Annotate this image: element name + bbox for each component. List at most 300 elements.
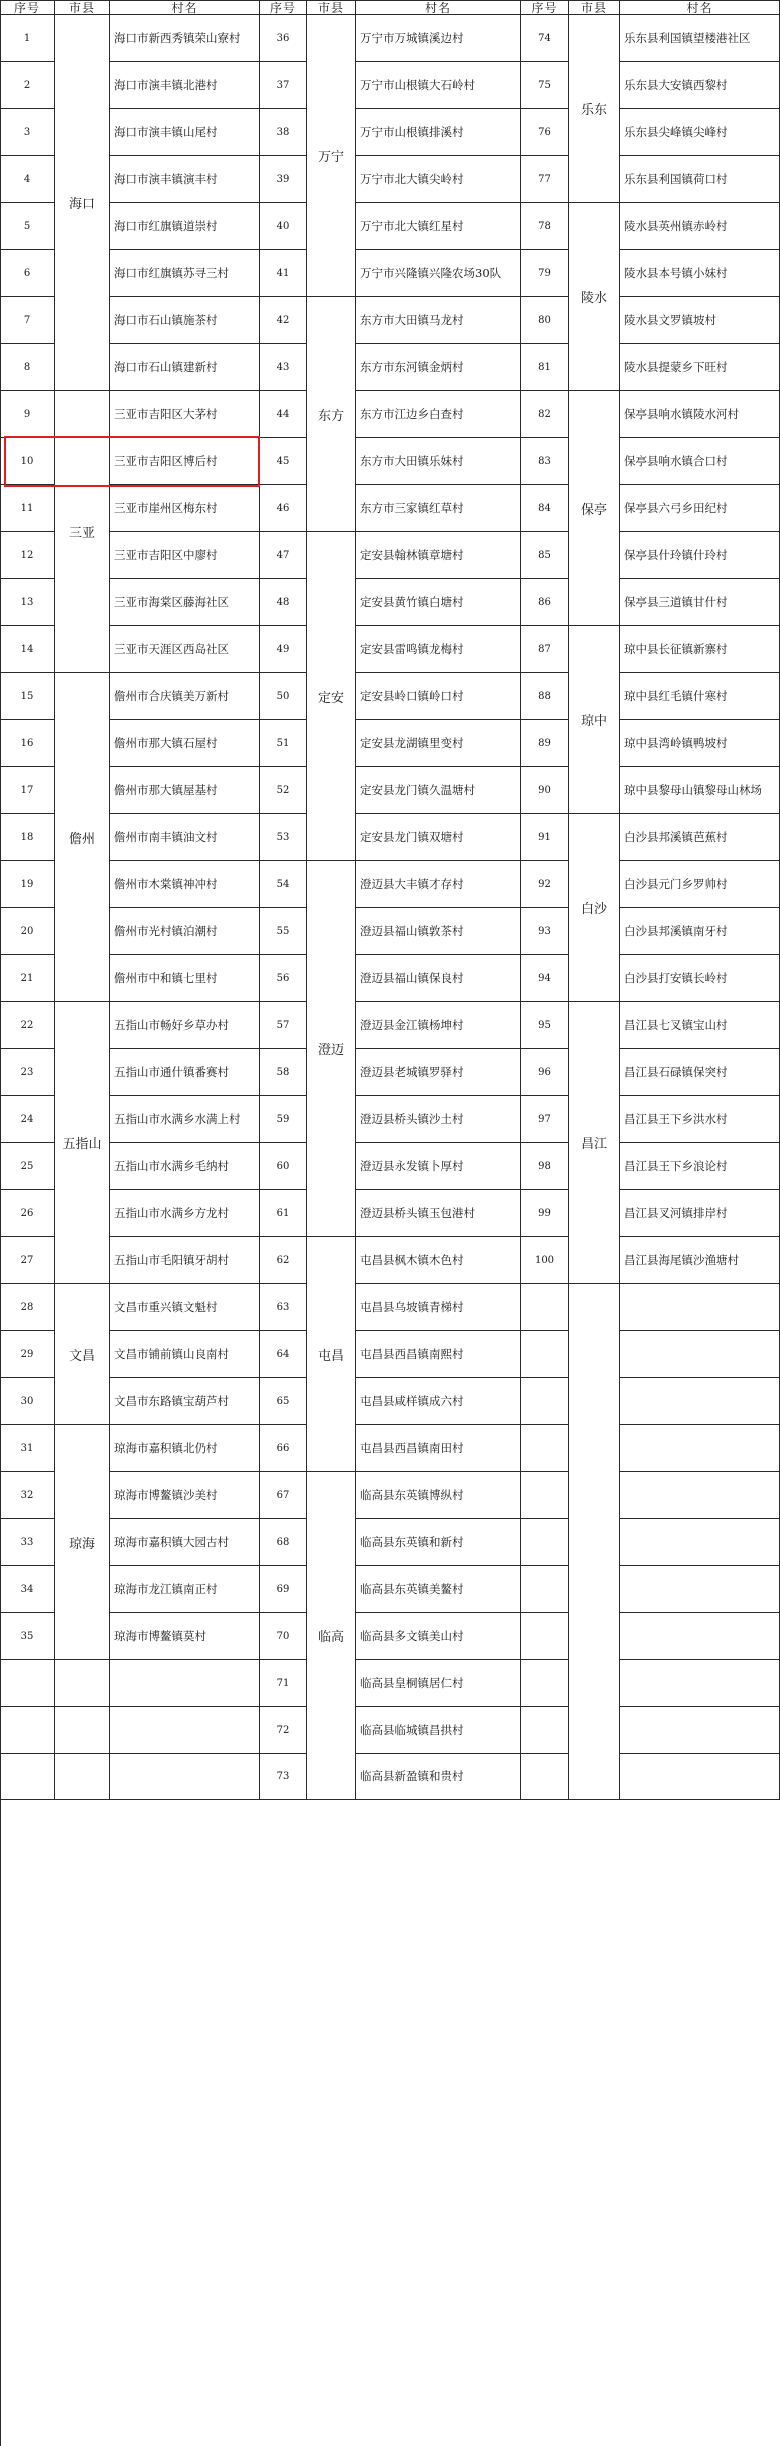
row-number-text: 45: [276, 455, 290, 467]
row-number-text: 37: [276, 79, 290, 91]
village-name-text: 海口市演丰镇演丰村: [114, 171, 218, 186]
village-name-text: 保亭县六弓乡田纪村: [624, 500, 728, 515]
row-number-text: 42: [276, 314, 290, 326]
row-number-text: 1: [23, 32, 31, 44]
row-number: [521, 109, 569, 156]
row-number: [0, 62, 55, 109]
row-number: [521, 1002, 569, 1049]
city-cell: [55, 1284, 110, 1425]
row-number: [260, 673, 307, 720]
village-name-text: 临高县多文镇美山村: [360, 1628, 464, 1643]
village-name: [356, 814, 521, 861]
village-name-text: 东方市东河镇金炳村: [360, 359, 464, 374]
row-number: [260, 1284, 307, 1331]
row-number-text: 53: [276, 831, 290, 843]
village-name: [110, 1660, 260, 1707]
row-number-text: 27: [20, 1254, 34, 1266]
village-name: [110, 1472, 260, 1519]
village-name: [620, 626, 780, 673]
row-number-text: 64: [276, 1348, 290, 1360]
village-name: [356, 626, 521, 673]
city-cell: [569, 1284, 620, 1800]
row-number-text: 80: [538, 314, 551, 326]
row-number-text: 50: [276, 690, 290, 702]
city-cell-text: 陵水: [580, 291, 607, 306]
village-name: [620, 1519, 780, 1566]
village-name: [110, 626, 260, 673]
village-name: [356, 203, 521, 250]
row-number-text: 46: [276, 502, 290, 514]
village-name-text: 东方市大田镇乐妹村: [360, 453, 464, 468]
village-name-text: 屯昌县咸样镇成六村: [360, 1393, 464, 1408]
row-number: [260, 1237, 307, 1284]
row-number-text: 25: [20, 1160, 34, 1172]
header-cell: [307, 0, 356, 15]
village-name: [110, 391, 260, 438]
row-number-text: 90: [538, 784, 551, 796]
village-name: [620, 1566, 780, 1613]
row-number-text: 60: [276, 1160, 290, 1172]
row-number: [260, 344, 307, 391]
row-number: [521, 1049, 569, 1096]
row-number-text: 9: [23, 408, 31, 420]
village-name: [110, 579, 260, 626]
header-cell-text: 村名: [424, 0, 451, 15]
village-name-text: 儋州市那大镇屋基村: [114, 782, 218, 797]
village-name: [110, 1566, 260, 1613]
row-number: [260, 438, 307, 485]
row-number: [260, 532, 307, 579]
village-name: [620, 1284, 780, 1331]
row-number: [0, 861, 55, 908]
row-number-text: 41: [276, 267, 290, 279]
village-name-text: 琼海市嘉积镇北仍村: [114, 1440, 218, 1455]
village-name: [620, 391, 780, 438]
row-number: [260, 250, 307, 297]
row-number: [260, 1613, 307, 1660]
row-number: [521, 391, 569, 438]
row-number: [0, 156, 55, 203]
row-number-text: 34: [20, 1583, 34, 1595]
village-name: [356, 1237, 521, 1284]
village-name: [110, 1143, 260, 1190]
row-number-text: 68: [276, 1536, 290, 1548]
row-number-text: 38: [276, 126, 290, 138]
village-name: [620, 297, 780, 344]
village-name-text: 昌江县王下乡洪水村: [624, 1111, 728, 1126]
row-number-text: 70: [276, 1630, 290, 1642]
village-name: [620, 720, 780, 767]
row-number: [260, 579, 307, 626]
row-number: [260, 297, 307, 344]
village-name: [620, 1425, 780, 1472]
village-name: [110, 1331, 260, 1378]
row-number: [521, 15, 569, 62]
row-number-text: 52: [276, 784, 290, 796]
row-number-text: 74: [538, 32, 551, 44]
city-cell-text: 东方: [317, 408, 344, 424]
village-name-text: 三亚市海棠区藤海社区: [114, 594, 229, 609]
row-number: [0, 532, 55, 579]
village-name-text: 澄迈县永发镇卜厚村: [360, 1158, 464, 1173]
village-name: [110, 673, 260, 720]
village-name: [110, 156, 260, 203]
village-name: [356, 579, 521, 626]
row-number: [0, 1519, 55, 1566]
row-number: [0, 1472, 55, 1519]
village-name-text: 白沙县打安镇长岭村: [624, 970, 728, 985]
village-name: [110, 1754, 260, 1800]
row-number: [0, 1331, 55, 1378]
header-cell: [260, 0, 307, 15]
village-name-text: 文昌市东路镇宝葫芦村: [114, 1393, 229, 1408]
village-name-text: 定安县龙门镇双塘村: [360, 829, 464, 844]
city-cell: [307, 1237, 356, 1472]
row-number: [0, 673, 55, 720]
header-cell-text: 市县: [317, 0, 344, 15]
row-number-text: 15: [20, 690, 34, 702]
city-cell: [55, 1754, 110, 1800]
city-cell-text: 定安: [317, 690, 344, 706]
row-number: [260, 1707, 307, 1754]
row-number: [0, 1190, 55, 1237]
city-cell: [307, 15, 356, 297]
city-cell: [55, 1002, 110, 1284]
village-name: [620, 1707, 780, 1754]
village-name-text: 保亭县响水镇陵水河村: [624, 406, 739, 421]
village-name: [110, 1707, 260, 1754]
village-name: [620, 15, 780, 62]
row-number: [521, 579, 569, 626]
village-name: [110, 203, 260, 250]
village-name: [356, 344, 521, 391]
row-number: [521, 1472, 569, 1519]
row-number: [521, 720, 569, 767]
city-cell: [55, 673, 110, 1002]
row-number: [260, 156, 307, 203]
village-name-text: 文昌市铺前镇山良南村: [114, 1346, 229, 1361]
village-name-text: 五指山市通什镇番赛村: [114, 1064, 229, 1079]
city-cell-text: 保亭: [580, 502, 607, 518]
village-name-text: 儋州市光村镇泊潮村: [114, 923, 218, 938]
village-name-text: 白沙县邦溪镇芭蕉村: [624, 829, 728, 844]
city-cell: [55, 1660, 110, 1707]
row-number: [260, 1002, 307, 1049]
village-name: [620, 485, 780, 532]
row-number: [521, 250, 569, 297]
village-name-text: 琼海市博鳌镇莫村: [114, 1628, 206, 1643]
village-name: [620, 250, 780, 297]
row-number-text: 93: [538, 925, 551, 937]
village-name: [356, 391, 521, 438]
row-number-text: 51: [276, 737, 290, 749]
village-name-text: 临高县皇桐镇居仁村: [360, 1675, 464, 1690]
village-name: [620, 1049, 780, 1096]
row-number-text: 82: [538, 408, 551, 420]
village-name-text: 临高县东英镇美鳌村: [360, 1581, 464, 1596]
row-number: [0, 814, 55, 861]
village-name-text: 澄迈县老城镇罗驿村: [360, 1064, 464, 1079]
village-name-text: 海口市演丰镇山尾村: [114, 124, 218, 139]
row-number: [521, 532, 569, 579]
row-number: [0, 391, 55, 438]
village-name: [110, 1284, 260, 1331]
village-name: [356, 156, 521, 203]
village-name-text: 陵水县英州镇赤岭村: [624, 218, 728, 233]
row-number: [521, 1519, 569, 1566]
header-cell: [356, 0, 521, 15]
row-number: [260, 1754, 307, 1800]
village-name: [110, 62, 260, 109]
row-number-text: 55: [276, 925, 290, 937]
row-number: [260, 1190, 307, 1237]
village-name: [356, 861, 521, 908]
village-name-text: 澄迈县福山镇敦茶村: [360, 923, 464, 938]
village-name-text: 白沙县元门乡罗帅村: [624, 876, 728, 891]
city-cell: [569, 203, 620, 391]
row-number: [521, 673, 569, 720]
village-name: [620, 1660, 780, 1707]
village-name: [356, 720, 521, 767]
village-name: [110, 1519, 260, 1566]
header-cell-text: 序号: [531, 0, 558, 15]
row-number: [260, 1472, 307, 1519]
row-number-text: 65: [276, 1395, 290, 1407]
village-name: [110, 861, 260, 908]
village-name-text: 儋州市中和镇七里村: [114, 970, 218, 985]
row-number-text: 8: [23, 361, 31, 373]
row-number-text: 78: [538, 220, 551, 232]
village-name: [110, 15, 260, 62]
row-number-text: 99: [538, 1207, 551, 1219]
row-number-text: 89: [538, 737, 551, 749]
village-name-text: 海口市红旗镇苏寻三村: [114, 265, 229, 280]
row-number-text: 35: [20, 1630, 34, 1642]
village-name-text: 万宁市北大镇尖岭村: [360, 171, 464, 186]
village-name-text: 文昌市重兴镇文魁村: [114, 1299, 218, 1314]
village-name: [620, 861, 780, 908]
row-number: [0, 1566, 55, 1613]
row-number-text: 91: [538, 831, 551, 843]
row-number: [0, 250, 55, 297]
city-cell-text: 文昌: [68, 1348, 95, 1364]
village-name-text: 万宁市兴隆镇兴隆农场30队: [360, 265, 502, 280]
village-name: [356, 1096, 521, 1143]
row-number: [0, 203, 55, 250]
village-name: [110, 720, 260, 767]
row-number: [521, 626, 569, 673]
row-number-text: 100: [534, 1254, 555, 1266]
row-number: [521, 1707, 569, 1754]
row-number-text: 39: [276, 173, 290, 185]
village-name-text: 屯昌县乌坡镇青梯村: [360, 1299, 464, 1314]
village-name: [620, 579, 780, 626]
row-number-text: 10: [20, 455, 34, 467]
village-name-text: 陵水县文罗镇坡村: [624, 312, 716, 327]
row-number-text: 57: [276, 1019, 290, 1031]
city-cell-text: 澄迈: [317, 1043, 344, 1058]
row-number: [260, 1378, 307, 1425]
city-cell: [55, 15, 110, 391]
row-number-text: 49: [276, 643, 290, 655]
row-number: [260, 720, 307, 767]
village-name-text: 保亭县响水镇合口村: [624, 453, 728, 468]
row-number: [0, 720, 55, 767]
village-name: [356, 485, 521, 532]
village-name-text: 海口市演丰镇北港村: [114, 77, 218, 92]
village-name-text: 东方市大田镇马龙村: [360, 312, 464, 327]
village-name-text: 屯昌县西昌镇南熙村: [360, 1346, 464, 1361]
row-number-text: 47: [276, 549, 290, 561]
row-number: [260, 1143, 307, 1190]
city-cell: [569, 626, 620, 814]
row-number: [0, 1096, 55, 1143]
header-cell-text: 市县: [580, 0, 607, 15]
village-name: [356, 1378, 521, 1425]
village-name: [110, 109, 260, 156]
village-name-text: 屯昌县枫木镇木色村: [360, 1252, 464, 1267]
row-number-text: 43: [276, 361, 290, 373]
city-cell: [569, 814, 620, 1002]
row-number: [260, 1331, 307, 1378]
village-name-text: 乐东县尖峰镇尖峰村: [624, 124, 728, 139]
village-name: [356, 109, 521, 156]
village-name: [620, 1237, 780, 1284]
village-name: [620, 1331, 780, 1378]
village-name-text: 昌江县王下乡浪论村: [624, 1158, 728, 1173]
row-number: [0, 15, 55, 62]
village-name: [356, 297, 521, 344]
village-name: [356, 1331, 521, 1378]
village-name-text: 昌江县石碌镇保突村: [624, 1064, 728, 1079]
city-cell-text: 海口: [68, 197, 95, 212]
village-name-text: 澄迈县福山镇保良村: [360, 970, 464, 985]
row-number-text: 94: [538, 972, 551, 984]
row-number: [521, 1566, 569, 1613]
village-name-text: 定安县雷鸣镇龙梅村: [360, 641, 464, 656]
row-number: [0, 438, 55, 485]
row-number-text: 86: [538, 596, 551, 608]
village-name: [110, 532, 260, 579]
village-name: [356, 1754, 521, 1800]
city-cell: [307, 297, 356, 532]
village-name-text: 万宁市万城镇溪边村: [360, 30, 464, 45]
village-name: [110, 767, 260, 814]
header-cell: [620, 0, 780, 15]
village-name: [356, 1613, 521, 1660]
village-name-text: 三亚市吉阳区大茅村: [114, 406, 218, 421]
village-name: [110, 1378, 260, 1425]
village-name: [620, 1613, 780, 1660]
header-cell-text: 序号: [269, 0, 296, 15]
row-number: [0, 767, 55, 814]
city-cell-text: 昌江: [580, 1137, 607, 1152]
row-number-text: 36: [276, 32, 290, 44]
city-cell-text: 琼中: [580, 714, 607, 729]
row-number-text: 85: [538, 549, 551, 561]
row-number: [521, 1613, 569, 1660]
village-name-text: 琼中县长征镇新寨村: [624, 641, 728, 656]
village-name: [620, 814, 780, 861]
village-name-text: 澄迈县桥头镇玉包港村: [360, 1205, 475, 1220]
village-name-text: 东方市江边乡白查村: [360, 406, 464, 421]
village-name: [356, 1707, 521, 1754]
row-number: [521, 861, 569, 908]
row-number: [0, 908, 55, 955]
village-name: [356, 15, 521, 62]
row-number-text: 66: [276, 1442, 290, 1454]
village-name-text: 白沙县邦溪镇南牙村: [624, 923, 728, 938]
village-name: [110, 908, 260, 955]
village-name: [620, 1754, 780, 1800]
row-number: [0, 1425, 55, 1472]
village-name-text: 保亭县三道镇甘什村: [624, 594, 728, 609]
row-number-text: 76: [538, 126, 551, 138]
village-name-text: 东方市三家镇红草村: [360, 500, 464, 515]
row-number-text: 84: [538, 502, 551, 514]
village-name: [356, 1566, 521, 1613]
village-name-text: 五指山市水满乡毛纳村: [114, 1158, 229, 1173]
village-name: [110, 1190, 260, 1237]
row-number: [521, 344, 569, 391]
row-number: [521, 1331, 569, 1378]
row-number-text: 79: [538, 267, 551, 279]
row-number: [260, 109, 307, 156]
row-number-text: 6: [23, 267, 31, 279]
row-number: [0, 344, 55, 391]
row-number: [521, 1378, 569, 1425]
row-number: [0, 626, 55, 673]
city-cell-text: 万宁: [317, 150, 344, 165]
row-number: [260, 485, 307, 532]
village-name-text: 儋州市木棠镇神冲村: [114, 876, 218, 891]
village-name-text: 三亚市天涯区西岛社区: [114, 641, 229, 656]
row-number: [0, 1143, 55, 1190]
village-name-text: 乐东县利国镇荷口村: [624, 171, 728, 186]
village-name: [356, 1190, 521, 1237]
row-number: [260, 1425, 307, 1472]
row-number-text: 40: [276, 220, 290, 232]
row-number: [0, 1754, 55, 1800]
row-number: [521, 62, 569, 109]
city-cell-text: 屯昌: [317, 1348, 344, 1364]
village-name: [620, 955, 780, 1002]
village-name-text: 定安县黄竹镇白塘村: [360, 594, 464, 609]
village-name: [110, 1049, 260, 1096]
village-name: [620, 1096, 780, 1143]
village-name-text: 临高县东英镇和新村: [360, 1534, 464, 1549]
row-number-text: 73: [276, 1771, 290, 1782]
village-name-text: 琼中县湾岭镇鸭坡村: [624, 735, 728, 750]
village-name: [110, 1237, 260, 1284]
city-cell: [307, 861, 356, 1237]
village-name: [620, 438, 780, 485]
village-name-text: 乐东县大安镇西黎村: [624, 77, 728, 92]
village-name: [110, 485, 260, 532]
row-number-text: 33: [20, 1536, 34, 1548]
header-cell-text: 村名: [686, 0, 713, 15]
village-name-text: 五指山市水满乡水满上村: [114, 1111, 241, 1126]
row-number: [521, 1660, 569, 1707]
city-cell-text: 五指山: [62, 1137, 102, 1152]
village-name-text: 五指山市水满乡方龙村: [114, 1205, 229, 1220]
row-number-text: 32: [20, 1489, 34, 1501]
row-number: [260, 908, 307, 955]
row-number-text: 4: [23, 173, 31, 185]
village-name: [620, 109, 780, 156]
row-number: [521, 1425, 569, 1472]
row-number: [521, 1096, 569, 1143]
